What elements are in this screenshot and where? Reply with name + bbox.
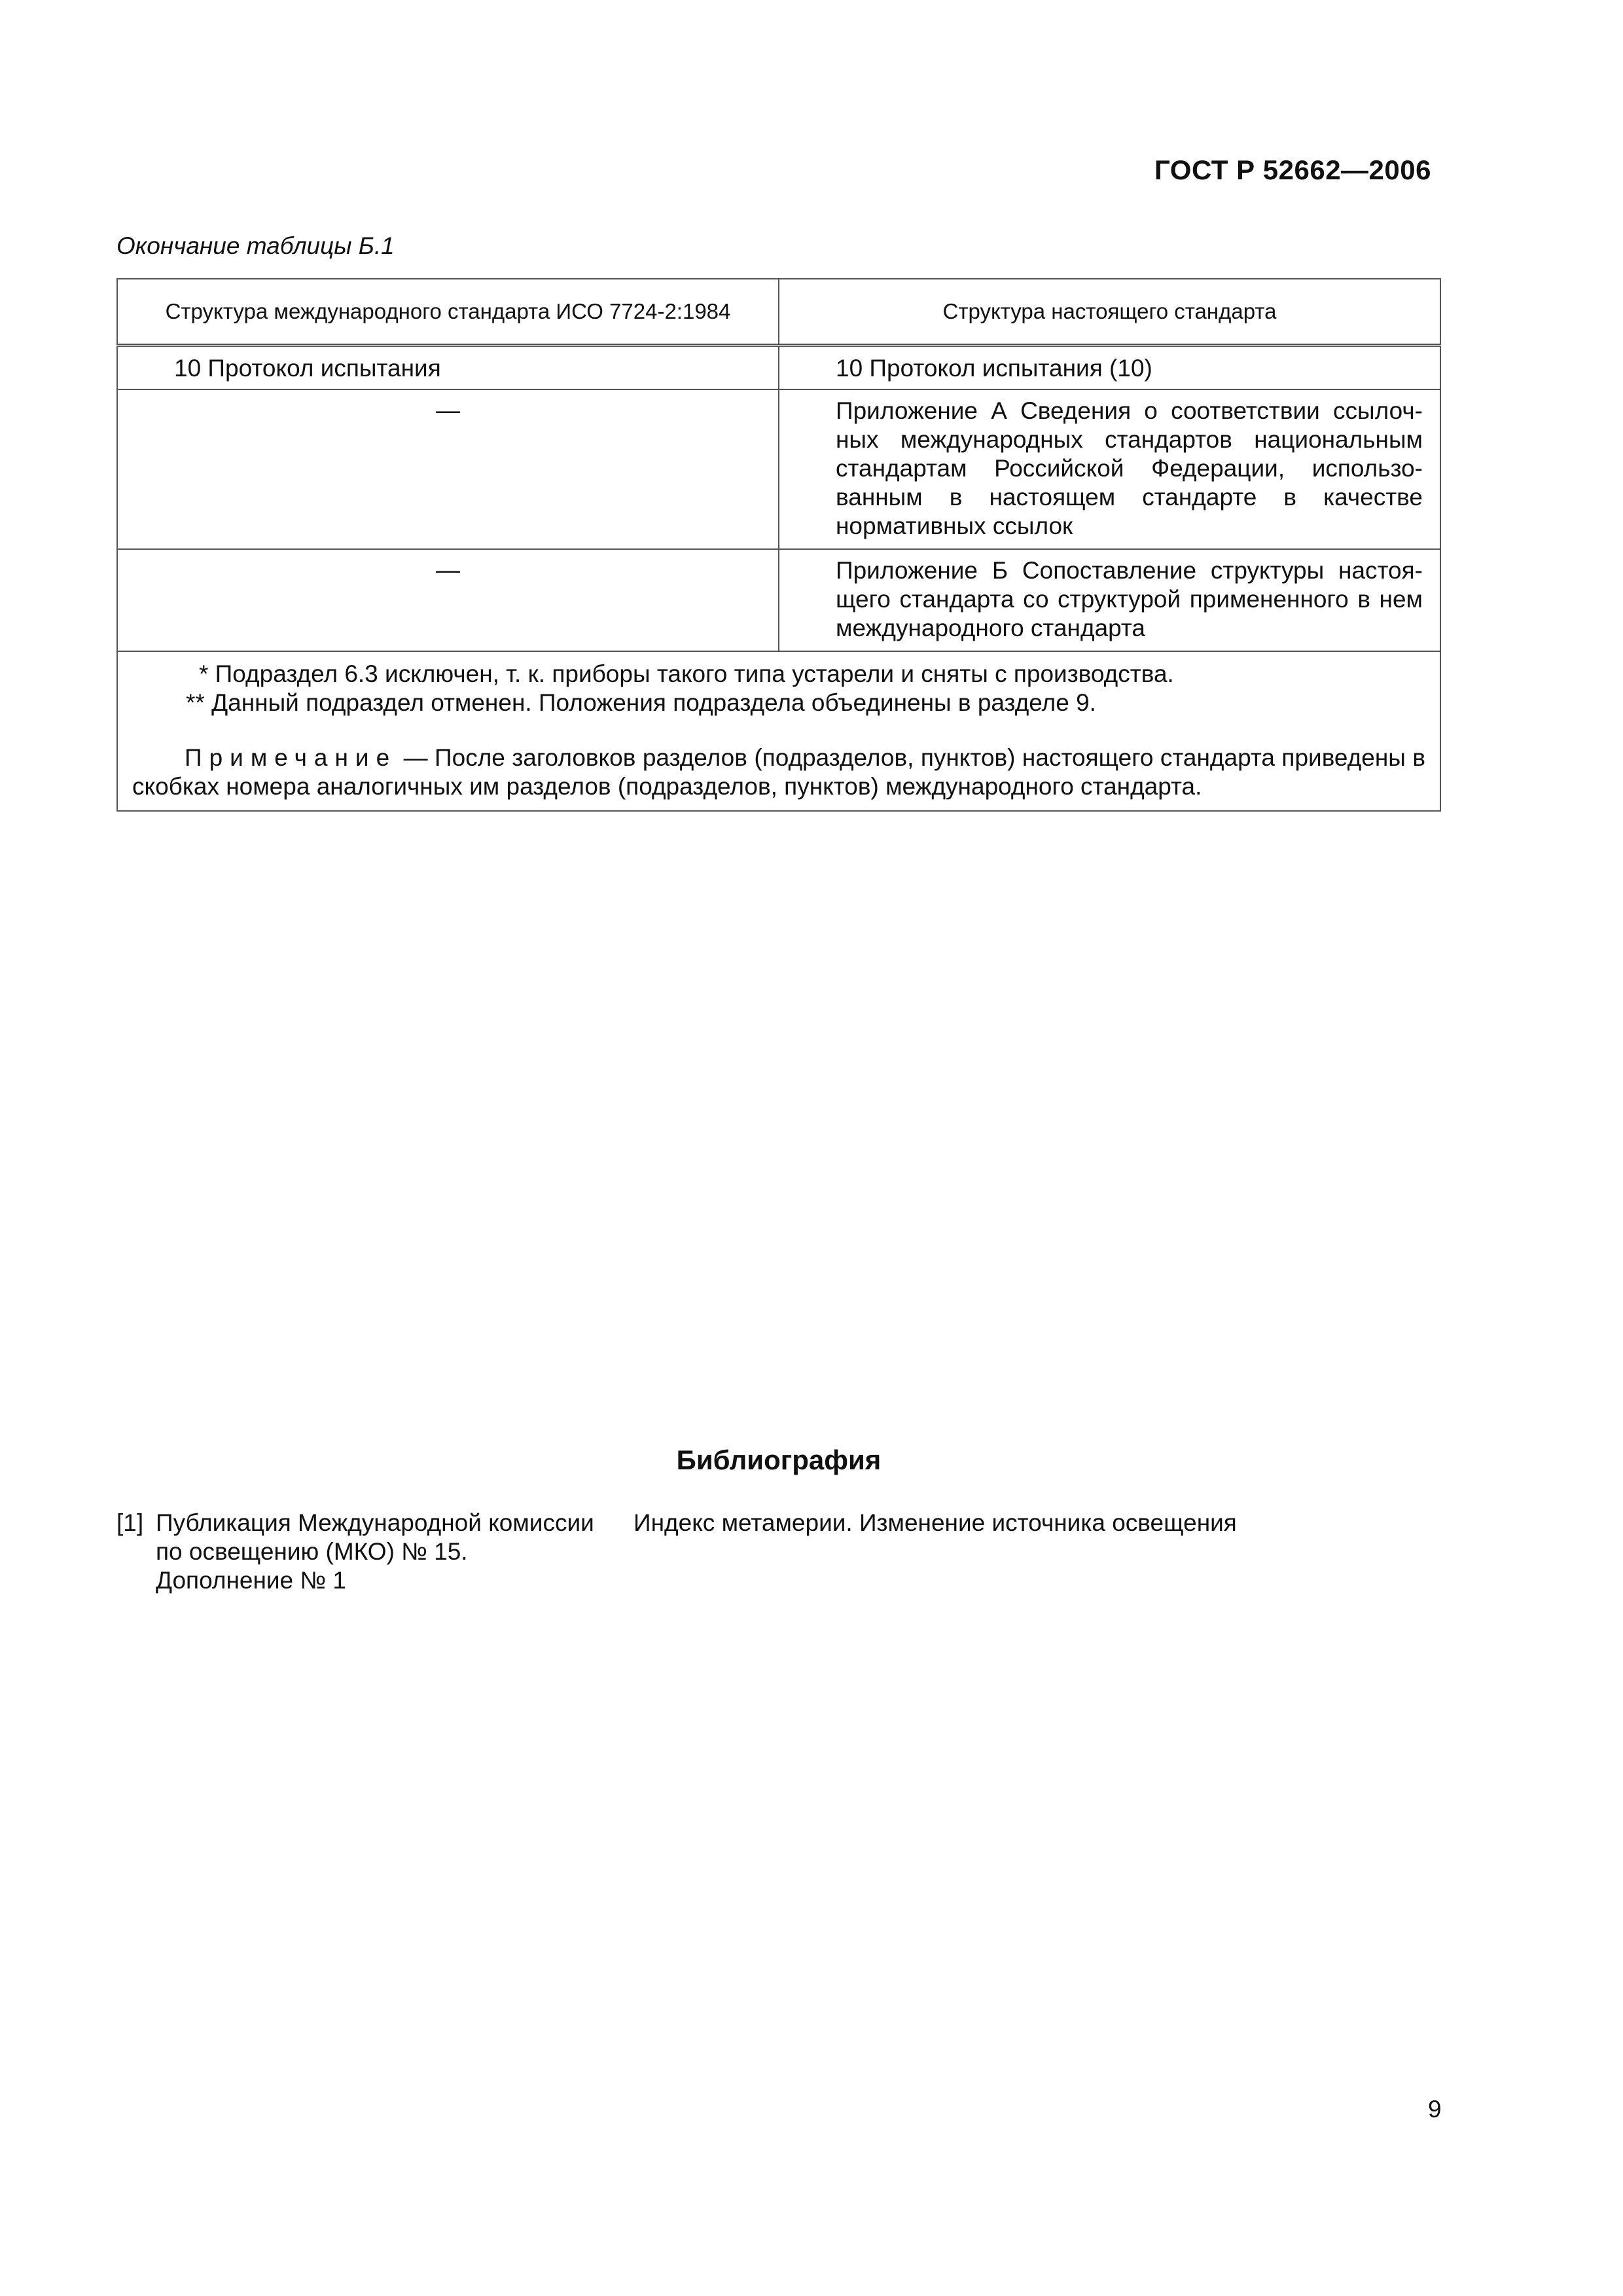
table-row: [117, 549, 1440, 651]
bibliography-entry-source: Публикация Международной комиссии по освещению (МКО) № 15. Дополнение № 1: [156, 1509, 594, 1594]
cell-dash: —: [436, 556, 460, 583]
structure-comparison-table: [116, 278, 1441, 812]
table-note: [132, 744, 1425, 801]
footnote: ** Данный подраздел отменен. Положения подраздела объединены в разделе 9.: [186, 689, 1096, 716]
note-text: — После заголовков разделов (подразделов, пунктов) настоящего стандарта приведены в скобках номера аналогичных им разделов (подразделов, пунктов) международного стандарта.: [132, 744, 1425, 800]
column-header-international: Структура международного стандарта ИСО 7724-2:1984: [117, 279, 779, 346]
document-code: ГОСТ Р 52662—2006: [1154, 154, 1431, 185]
page-number: 9: [1428, 2096, 1442, 2123]
table-row: [117, 389, 1440, 549]
table-notes-row: [117, 651, 1440, 811]
footnote: * Подраздел 6.3 исключен, т. к. приборы такого типа устарели и сняты с производства.: [199, 660, 1174, 687]
cell-text: 10 Протокол испытания (10): [836, 355, 1152, 382]
table-cell-right: [779, 389, 1440, 549]
cell-text: 10 Протокол испытания: [174, 355, 441, 382]
column-header-national: Структура настоящего стандарта: [779, 279, 1440, 346]
table-cell-left: [117, 549, 779, 651]
bibliography-entry-number: [1]: [116, 1509, 144, 1536]
bibliography-entry-description: Индекс метамерии. Изменение источника освещения: [633, 1509, 1237, 1536]
table-cell-right: [779, 346, 1440, 390]
cell-dash: —: [436, 397, 460, 423]
table-caption: Окончание таблицы Б.1: [116, 232, 395, 259]
cell-text: Приложение Б Сопоставление структуры настоя-щего стандарта со структурой примененного в нем международного стандарта: [836, 557, 1423, 641]
note-label: Примечание: [185, 744, 397, 771]
table-cell-left: [117, 389, 779, 549]
table-notes-cell: [117, 651, 1440, 811]
table-header-row: [117, 279, 1440, 346]
table-row: [117, 346, 1440, 390]
bibliography-title: Библиография: [676, 1444, 882, 1475]
cell-text: Приложение А Сведения о соответствии ссылоч-ных международных стандартов национальным стандартам Российской Федерации, использо-ванным в настоящем стандарте в качестве нормативных ссылок: [836, 397, 1423, 539]
table-cell-left: [117, 346, 779, 390]
table-cell-right: [779, 549, 1440, 651]
